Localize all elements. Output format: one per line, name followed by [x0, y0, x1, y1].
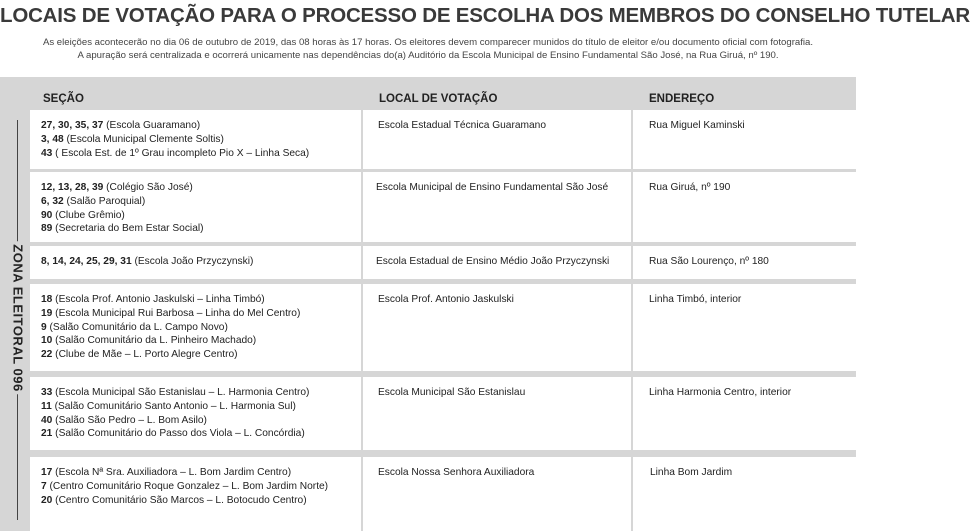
table-row: [30, 110, 856, 169]
section-place: (Clube Grêmio): [52, 209, 125, 221]
section-line: [41, 334, 300, 348]
section-cell: [30, 110, 361, 169]
section-place: (Salão Paroquial): [63, 195, 146, 207]
section-cell: [30, 284, 361, 371]
section-numbers: 8, 14, 24, 25, 29, 31: [41, 256, 132, 267]
local-text: Escola Municipal de Ensino Fundamental São José: [376, 182, 609, 193]
section-place: (Escola Municipal Clemente Soltis): [63, 133, 224, 145]
section-numbers: 6, 32: [41, 195, 64, 207]
section-line: [41, 195, 204, 209]
section-place: (Centro Comunitário Roque Gonzalez – L. Bom Jardim Norte): [46, 480, 329, 492]
column-header-endereco: ENDEREÇO: [649, 93, 715, 105]
section-line: [41, 427, 309, 441]
section-numbers: 40: [41, 414, 53, 426]
section-numbers: 11: [41, 400, 52, 412]
page-title: LOCAIS DE VOTAÇÃO PARA O PROCESSO DE ESCOLHA DOS MEMBROS DO CONSELHO TUTELAR: [0, 4, 970, 27]
local-cell: [363, 284, 631, 371]
endereco-cell: [633, 377, 856, 450]
section-line: [41, 255, 253, 269]
section-numbers: 20: [41, 494, 53, 506]
section-line: [41, 494, 328, 508]
section-line: [41, 466, 328, 480]
local-cell: [363, 110, 631, 169]
section-place: (Salão Comunitário da L. Pinheiro Machado): [52, 335, 257, 347]
section-place: ( Escola Est. de 1º Grau incompleto Pio X – Linha Seca): [52, 147, 310, 159]
section-line: [41, 400, 309, 414]
section-numbers: 43: [41, 147, 53, 159]
section-cell: [30, 172, 361, 242]
section-numbers: 17: [41, 467, 53, 478]
section-numbers: 27, 30, 35, 37: [41, 120, 104, 131]
section-numbers: 90: [41, 209, 53, 221]
section-line: [41, 414, 309, 428]
section-numbers: 89: [41, 223, 53, 235]
endereco-cell: [633, 246, 856, 279]
local-text: Escola Nossa Senhora Auxiliadora: [378, 467, 535, 478]
section-numbers: 9: [41, 321, 47, 333]
table-row: [30, 284, 856, 371]
section-cell: [30, 377, 361, 450]
section-place: (Escola Prof. Antonio Jaskulski – Linha Timbó): [52, 294, 265, 305]
table-row: [30, 457, 856, 531]
section-line: [41, 386, 309, 400]
endereco-text: Linha Timbó, interior: [649, 294, 742, 305]
endereco-text: Rua Giruá, nº 190: [649, 182, 731, 193]
endereco-cell: [633, 457, 856, 531]
endereco-text: Rua Miguel Kaminski: [649, 120, 745, 131]
section-line: [41, 293, 300, 307]
section-numbers: 10: [41, 335, 53, 347]
column-header-local: LOCAL DE VOTAÇÃO: [379, 93, 498, 105]
endereco-text: Rua São Lourenço, nº 180: [649, 256, 769, 267]
section-numbers: 12, 13, 28, 39: [41, 182, 104, 193]
section-line: [41, 119, 309, 133]
section-line: [41, 307, 300, 321]
section-place: (Salão Comunitário Santo Antonio – L. Harmonia Sul): [51, 400, 296, 412]
section-cell: [30, 246, 361, 279]
section-place: (Centro Comunitário São Marcos – L. Botocudo Centro): [52, 494, 307, 506]
endereco-text: Linha Harmonia Centro, interior: [649, 387, 792, 398]
section-place: (Clube de Mãe – L. Porto Alegre Centro): [52, 349, 238, 361]
column-header-secao: SEÇÃO: [43, 93, 84, 105]
local-text: Escola Prof. Antonio Jaskulski: [378, 294, 514, 305]
section-place: (Colégio São José): [103, 182, 193, 193]
section-cell: [30, 457, 361, 531]
local-cell: [363, 377, 631, 450]
table-row: [30, 377, 856, 450]
section-line: [41, 209, 204, 223]
local-text: Escola Estadual Técnica Guaramano: [378, 120, 546, 131]
local-text: Escola Estadual de Ensino Médio João Przyczynski: [376, 256, 610, 267]
intro-line: As eleições acontecerão no dia 06 de outubro de 2019, das 08 horas às 17 horas. Os eleitores devem comparecer munidos do título de eleitor e/ou documento oficial com fotografia.: [42, 37, 814, 48]
section-place: (Escola Guaramano): [103, 120, 201, 131]
section-line: [41, 133, 309, 147]
section-line: [41, 181, 204, 195]
section-place: (Escola Municipal São Estanislau – L. Harmonia Centro): [52, 387, 310, 398]
section-line: [41, 480, 328, 494]
section-numbers: 33: [41, 387, 53, 398]
table-row: [30, 246, 856, 279]
endereco-cell: [633, 110, 856, 169]
section-place: (Escola Municipal Rui Barbosa – Linha do Mel Centro): [52, 307, 301, 319]
section-place: (Salão Comunitário da L. Campo Novo): [46, 321, 228, 333]
endereco-cell: [633, 284, 856, 371]
table-row: [30, 172, 856, 242]
section-numbers: 19: [41, 307, 53, 319]
section-place: (Salão Comunitário do Passo dos Viola – L. Concórdia): [52, 428, 305, 440]
section-place: (Escola João Przyczynski): [131, 256, 254, 267]
section-place: (Secretaria do Bem Estar Social): [52, 223, 204, 235]
intro-text: [0, 36, 856, 62]
zone-label: ZONA ELEITORAL 096: [11, 241, 26, 394]
section-numbers: 18: [41, 294, 53, 305]
local-text: Escola Municipal São Estanislau: [378, 387, 526, 398]
endereco-cell: [633, 172, 856, 242]
section-place: (Salão São Pedro – L. Bom Asilo): [52, 414, 207, 426]
section-place: (Escola Nª Sra. Auxiliadora – L. Bom Jardim Centro): [52, 467, 292, 478]
table-header: [8, 88, 856, 110]
intro-line: A apuração será centralizada e ocorrerá unicamente nas dependências do(a) Auditório da Escola Municipal de Ensino Fundamental São José, na Rua Giruá, nº 190.: [77, 50, 779, 61]
endereco-text: Linha Bom Jardim: [650, 467, 733, 478]
local-cell: [363, 172, 631, 242]
local-cell: [363, 246, 631, 279]
section-numbers: 3, 48: [41, 133, 64, 145]
section-line: [41, 147, 309, 161]
section-numbers: 21: [41, 428, 53, 440]
section-line: [41, 348, 300, 362]
local-cell: [363, 457, 631, 531]
section-numbers: 22: [41, 349, 53, 361]
section-line: [41, 321, 300, 335]
section-line: [41, 222, 204, 236]
section-numbers: 7: [41, 480, 47, 492]
